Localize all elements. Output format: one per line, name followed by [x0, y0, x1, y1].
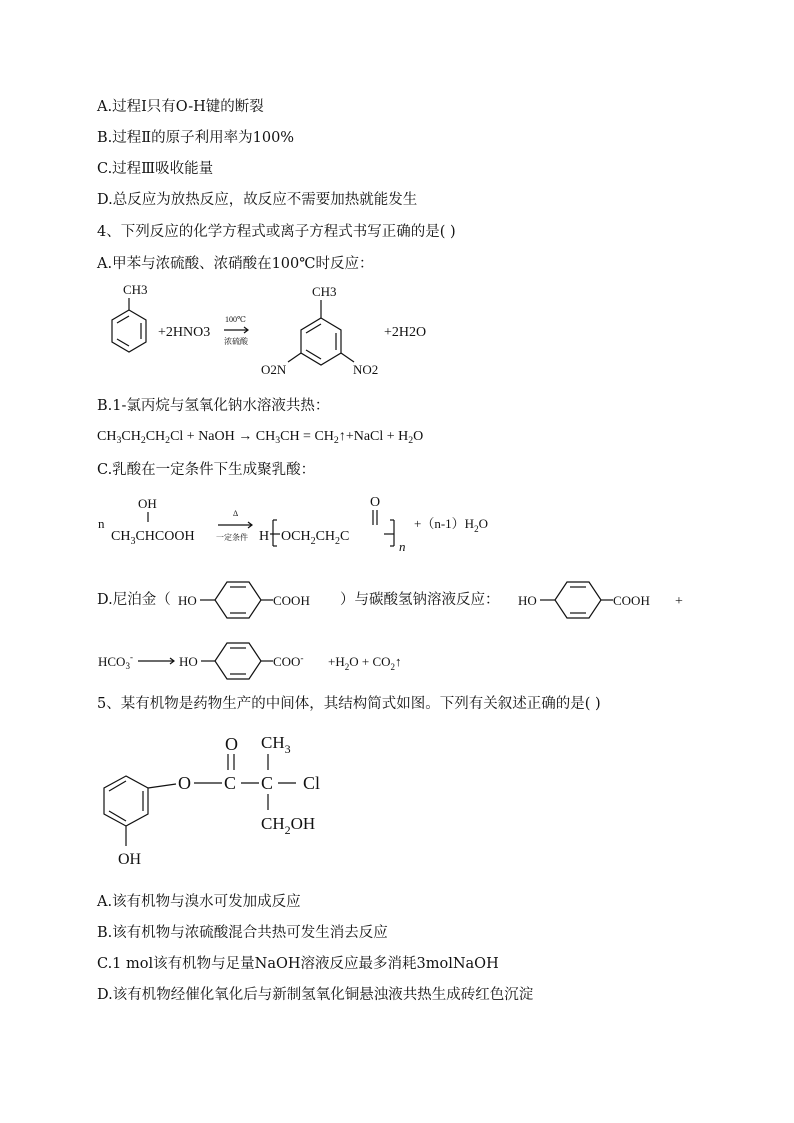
- ester-oxygen-label: O: [178, 773, 191, 793]
- bicarbonate-label: $HCO_3^-$: [98, 652, 133, 671]
- q3-option-d: D.总反应为放热反应，故反应不需要加热就能发生: [97, 192, 418, 208]
- hydroxyl-label: OH: [138, 496, 157, 511]
- q5-option-a: A.该有机物与溴水可发加成反应: [97, 894, 301, 910]
- lactic-acid-formula: $CH_3CHCOOH$: [111, 529, 195, 547]
- carbonyl-oxygen-label: O: [225, 734, 238, 754]
- water-term: +2H2O: [384, 325, 427, 340]
- phenol-oh-label: OH: [118, 851, 142, 868]
- q4-option-c-equation: [96, 488, 536, 558]
- nitric-acid-term: +2HNO3: [158, 325, 211, 340]
- carbonyl-o: O: [370, 495, 381, 510]
- nipagin-structure-inline: [178, 575, 338, 625]
- q4-option-b: B.1-氯丙烷与氢氧化钠水溶液共热：: [97, 398, 330, 414]
- plus-sign: +: [675, 594, 683, 609]
- q5-stem: 5、某有机物是药物生产的中间体，其结构简式如图。下列有关叙述正确的是( ): [97, 696, 601, 712]
- chloro-label: Cl: [303, 773, 321, 793]
- nipagin-structure-reactant: [518, 575, 693, 625]
- ho-label: HO: [179, 654, 198, 669]
- carboxylate-label: COO-: [273, 653, 304, 669]
- methyl-label: $CH_3$: [261, 733, 291, 756]
- coefficient-n: n: [98, 516, 105, 531]
- q3-option-c: C.过程Ⅲ吸收能量: [97, 161, 214, 177]
- product-methyl-label: CH3: [312, 284, 337, 299]
- q4-option-d-middle: ）与碳酸氢钠溶液反应：: [340, 592, 500, 608]
- nitro-left-label: O2N: [261, 362, 287, 377]
- q4-option-a: A.甲苯与浓硫酸、浓硝酸在100℃时反应：: [97, 256, 374, 272]
- q5-structure: [96, 728, 356, 878]
- ho-label: HO: [518, 593, 537, 608]
- cooh-label: COOH: [613, 593, 650, 608]
- cond-temp: 100℃: [225, 315, 246, 324]
- reaction-arrow-a: [224, 315, 249, 346]
- cooh-label: COOH: [273, 593, 310, 608]
- repeat-n: n: [399, 539, 406, 554]
- q5-option-d: D.该有机物经催化氧化后与新制氢氧化铜悬浊液共热生成砖红色沉淀: [97, 987, 534, 1003]
- carbonyl-carbon-label: C: [224, 773, 237, 793]
- water-coefficient: $+(n-1)H_2O$: [414, 516, 488, 534]
- q3-option-b: B.过程Ⅱ的原子利用率为100%: [97, 130, 295, 146]
- q5-option-b: B.该有机物与浓硫酸混合共热可发生消去反应: [97, 925, 388, 941]
- q4-option-c: C.乳酸在一定条件下生成聚乳酸：: [97, 462, 316, 478]
- q4-option-a-equation: [96, 280, 456, 390]
- q3-option-a: A.过程Ⅰ只有O-H键的断裂: [97, 99, 264, 115]
- quaternary-carbon-label: C: [261, 773, 274, 793]
- toluene-structure: [112, 282, 148, 352]
- q4-stem: 4、下列反应的化学方程式或离子方程式书写正确的是( ): [97, 224, 456, 240]
- cond-condition: 一定条件: [216, 533, 248, 542]
- dinitrotoluene-structure: [261, 284, 378, 377]
- polymer-formula: H: [259, 529, 270, 544]
- svg-text:OCH2CH2C: $OCH_2CH_2C$: [281, 529, 350, 547]
- q5-option-c: C.1 mol该有机物与足量NaOH溶液反应最多消耗3molNaOH: [97, 956, 499, 972]
- cond-catalyst: 浓硫酸: [224, 337, 248, 346]
- q4-option-d-equation: [96, 636, 456, 686]
- q4-option-d-prefix: D.尼泊金（: [97, 592, 171, 608]
- nitro-right-label: NO2: [353, 362, 379, 377]
- products-label: $+H_2O$ + $CO_2↑$: [328, 654, 402, 672]
- methyl-label: CH3: [123, 282, 148, 297]
- ho-label: HO: [178, 593, 197, 608]
- hydroxymethyl-label: $CH_2OH$: [261, 814, 316, 837]
- cond-heat: Δ: [233, 509, 239, 518]
- q4-option-b-equation: $CH_3CH_2CH_2Cl$ + NaOH → $CH_3CH$ = $CH_2↑+NaCl + H_2O$: [97, 429, 424, 446]
